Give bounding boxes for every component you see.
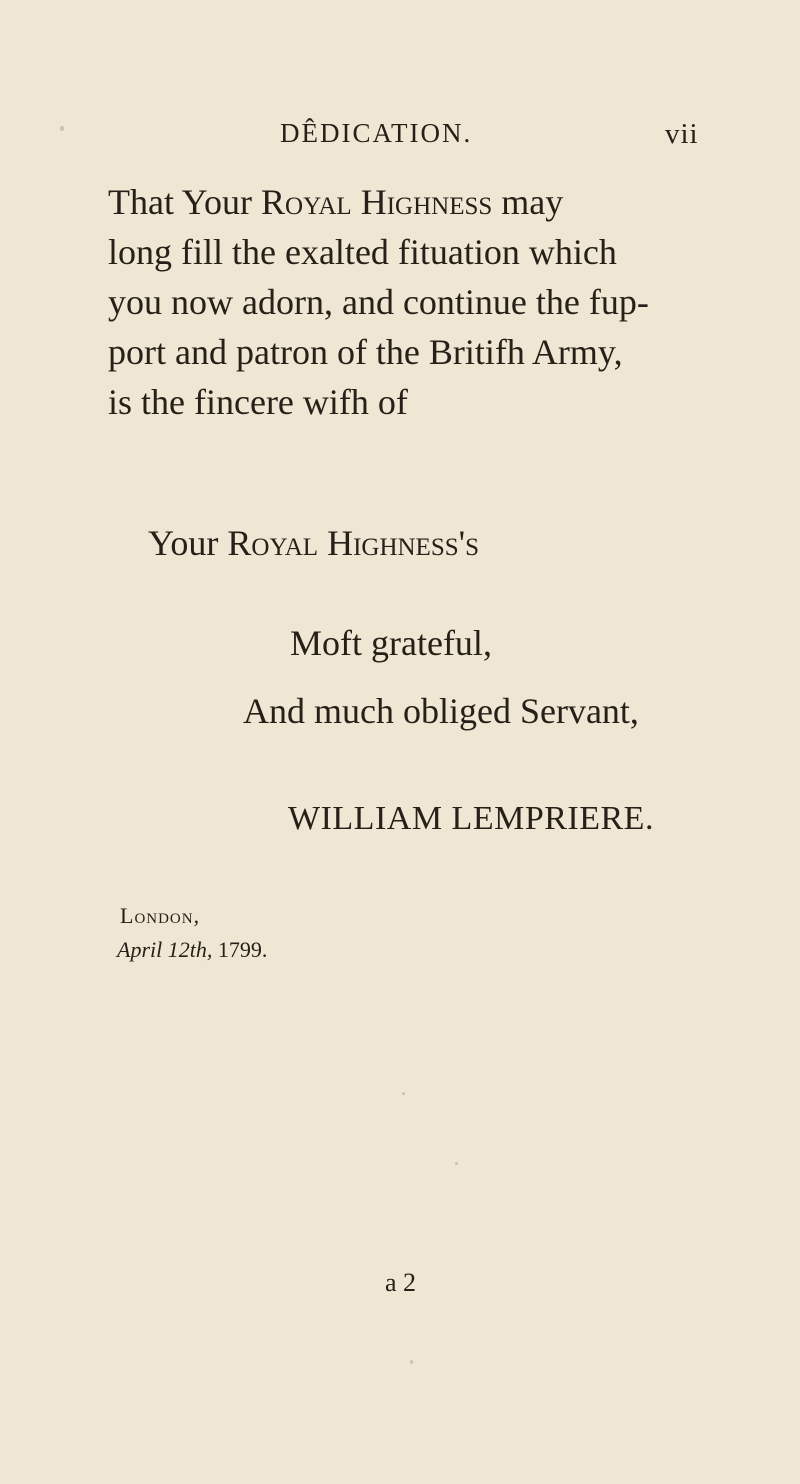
- paper-speck: [410, 1360, 413, 1364]
- dedication-paragraph: [108, 177, 718, 427]
- paper-speck: [60, 126, 64, 131]
- paragraph-line: you now adorn, and continue the fup-: [108, 282, 649, 322]
- paper-speck: [402, 1092, 405, 1095]
- paper-speck: [248, 718, 250, 721]
- paragraph-line: That Your Royal Highness may: [108, 182, 564, 222]
- place-line: London,: [120, 903, 201, 928]
- author-signature: WILLIAM LEMPRIERE.: [288, 800, 654, 837]
- paragraph-line: is the fincere wifh of: [108, 382, 408, 422]
- running-header: [0, 118, 800, 158]
- closing-grateful: Moft grateful,: [290, 623, 492, 663]
- paragraph-line: port and patron of the Britifh Army,: [108, 332, 623, 372]
- date-line: April 12th, 1799.: [117, 937, 268, 962]
- paper-speck: [455, 1162, 458, 1165]
- header-title: DÊDICATION.: [280, 118, 473, 148]
- paragraph-line: long fill the exalted fituation which: [108, 232, 617, 272]
- page-number: vii: [665, 118, 699, 150]
- closing-servant: And much obliged Servant,: [243, 691, 639, 731]
- royal-highness-smallcaps: Royal Highness: [261, 182, 493, 222]
- closing-address: Your Royal Highness's: [148, 523, 480, 563]
- printer-signature-mark: a 2: [385, 1268, 417, 1297]
